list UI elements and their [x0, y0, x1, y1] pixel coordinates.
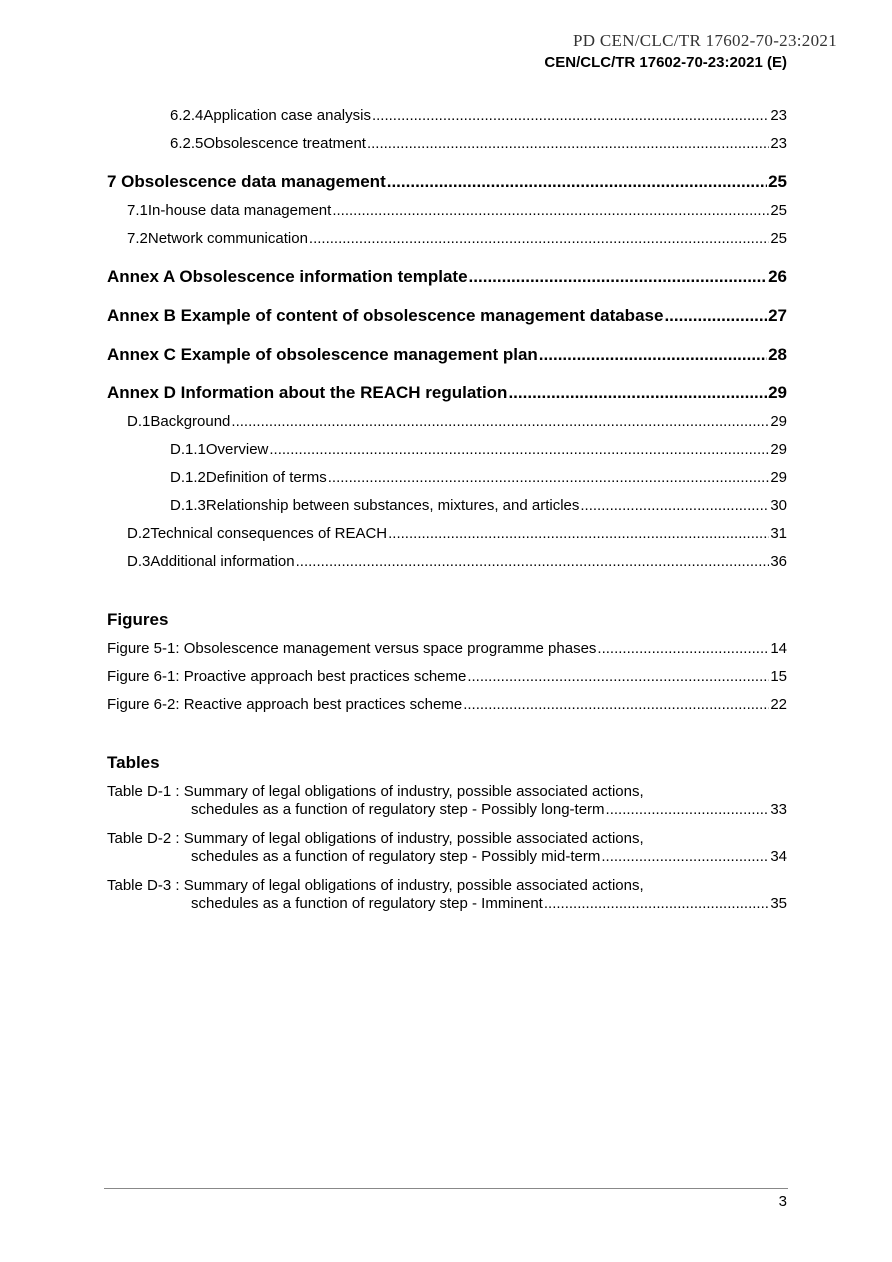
- toc-entry-d-1[interactable]: [127, 413, 787, 431]
- toc-entry-page: 29: [768, 383, 787, 402]
- toc-annex-c[interactable]: [107, 345, 787, 365]
- toc-entry-title: Application case analysis: [203, 107, 371, 124]
- toc-entry-d-2[interactable]: [127, 525, 787, 543]
- toc-entry-page: 25: [770, 202, 787, 219]
- toc-entry-page: 29: [770, 441, 787, 458]
- document-id-header: PD CEN/CLC/TR 17602-70-23:2021: [572, 31, 837, 50]
- table-entry-title-line2: schedules as a function of regulatory step - Imminent: [191, 895, 543, 912]
- figure-entry-title: Figure 6-1: Proactive approach best practices scheme: [107, 668, 467, 685]
- toc-entry-page: 28: [768, 345, 787, 364]
- toc-entry-d-1-3[interactable]: [170, 497, 787, 515]
- toc-entry-d-1-1[interactable]: [170, 441, 787, 459]
- dot-leader: [606, 801, 770, 819]
- toc-entry-number: 7.1: [127, 202, 148, 219]
- toc-entry-page: 29: [770, 413, 787, 430]
- toc-entry-page: 26: [768, 267, 787, 286]
- toc-entry-number: D.1.3: [170, 497, 206, 514]
- toc-entry-6-2-4[interactable]: [170, 107, 787, 125]
- figures-heading: Figures: [107, 610, 169, 629]
- dot-leader: [231, 413, 769, 431]
- dot-leader: [367, 135, 769, 153]
- dot-leader: [597, 640, 769, 658]
- toc-entry-title: Definition of terms: [205, 469, 327, 486]
- document-id-subheader: CEN/CLC/TR 17602-70-23:2021 (E): [544, 54, 787, 71]
- toc-entry-title: Network communication: [147, 230, 308, 247]
- footer-divider: [104, 1188, 788, 1189]
- toc-entry-number: D.1.1: [170, 441, 206, 458]
- dot-leader: [309, 230, 769, 248]
- table-entry-title-line2: schedules as a function of regulatory step - Possibly long-term: [191, 801, 605, 818]
- dot-leader: [664, 306, 767, 326]
- toc-entry-d-1-2[interactable]: [170, 469, 787, 487]
- toc-entry-number: D.1: [127, 413, 151, 430]
- toc-entry-page: 23: [770, 107, 787, 124]
- toc-entry-title: Technical consequences of REACH: [150, 525, 388, 542]
- toc-entry-number: 7.2: [127, 230, 148, 247]
- toc-entry-page: 25: [770, 230, 787, 247]
- dot-leader: [544, 895, 769, 913]
- dot-leader: [539, 345, 767, 365]
- figure-entry-title: Figure 6-2: Reactive approach best practices scheme: [107, 696, 463, 713]
- toc-entry-page: 30: [770, 497, 787, 514]
- toc-annex-b[interactable]: [107, 306, 787, 326]
- toc-entry-title: Relationship between substances, mixtures, and articles: [205, 497, 580, 514]
- toc-annex-a[interactable]: [107, 267, 787, 287]
- toc-annex-d[interactable]: [107, 383, 787, 403]
- dot-leader: [388, 525, 769, 543]
- dot-leader: [328, 469, 770, 487]
- dot-leader: [580, 497, 769, 515]
- toc-entry-title: Annex C Example of obsolescence management plan: [107, 345, 538, 364]
- toc-entry-title: In-house data management: [147, 202, 332, 219]
- toc-entry-title: Annex B Example of content of obsolescence management database: [107, 306, 664, 325]
- list-of-tables-entry[interactable]: [107, 830, 787, 866]
- dot-leader: [467, 668, 769, 686]
- tables-heading: Tables: [107, 753, 160, 772]
- toc-entry-number: D.3: [127, 553, 151, 570]
- dot-leader: [387, 172, 767, 192]
- dot-leader: [601, 848, 769, 866]
- list-of-tables-entry[interactable]: [107, 877, 787, 913]
- figure-entry-title: Figure 5-1: Obsolescence management versus space programme phases: [107, 640, 597, 657]
- toc-entry-number: D.2: [127, 525, 151, 542]
- toc-entry-number: 6.2.5: [170, 135, 204, 152]
- dot-leader: [463, 696, 769, 714]
- toc-entry-d-3[interactable]: [127, 553, 787, 571]
- dot-leader: [269, 441, 769, 459]
- toc-entry-title: Background: [150, 413, 231, 430]
- table-entry-title-line2: schedules as a function of regulatory step - Possibly mid-term: [191, 848, 601, 865]
- table-entry-page: 33: [770, 801, 787, 818]
- toc-entry-number: 6.2.4: [170, 107, 204, 124]
- dot-leader: [332, 202, 769, 220]
- page-number: 3: [778, 1193, 787, 1210]
- dot-leader: [508, 383, 767, 403]
- table-entry-title-line1: Table D-3 : Summary of legal obligations of industry, possible associated actions,: [107, 877, 644, 894]
- list-of-tables-entry[interactable]: [107, 783, 787, 819]
- toc-chapter-7[interactable]: [107, 172, 787, 192]
- toc-entry-page: 36: [770, 553, 787, 570]
- figure-entry-page: 22: [770, 696, 787, 713]
- figure-entry-page: 15: [770, 668, 787, 685]
- toc-entry-page: 25: [768, 172, 787, 191]
- toc-entry-title: Annex D Information about the REACH regulation: [107, 383, 508, 402]
- table-entry-title-line1: Table D-2 : Summary of legal obligations of industry, possible associated actions,: [107, 830, 644, 847]
- toc-entry-title: Overview: [205, 441, 269, 458]
- list-of-figures-entry[interactable]: [107, 668, 787, 686]
- toc-entry-page: 29: [770, 469, 787, 486]
- toc-entry-title: 7 Obsolescence data management: [107, 172, 386, 191]
- dot-leader: [469, 267, 768, 287]
- list-of-figures-entry[interactable]: [107, 696, 787, 714]
- toc-entry-title: Annex A Obsolescence information template: [107, 267, 468, 286]
- table-entry-page: 35: [770, 895, 787, 912]
- toc-entry-page: 27: [768, 306, 787, 325]
- dot-leader: [372, 107, 769, 125]
- table-entry-title-line1: Table D-1 : Summary of legal obligations of industry, possible associated actions,: [107, 783, 644, 800]
- toc-entry-title: Additional information: [150, 553, 295, 570]
- toc-entry-6-2-5[interactable]: [170, 135, 787, 153]
- toc-entry-7-2[interactable]: [127, 230, 787, 248]
- dot-leader: [296, 553, 770, 571]
- toc-entry-page: 31: [770, 525, 787, 542]
- toc-entry-page: 23: [770, 135, 787, 152]
- figure-entry-page: 14: [770, 640, 787, 657]
- table-entry-page: 34: [770, 848, 787, 865]
- toc-entry-title: Obsolescence treatment: [203, 135, 366, 152]
- toc-entry-7-1[interactable]: [127, 202, 787, 220]
- list-of-figures-entry[interactable]: [107, 640, 787, 658]
- toc-entry-number: D.1.2: [170, 469, 206, 486]
